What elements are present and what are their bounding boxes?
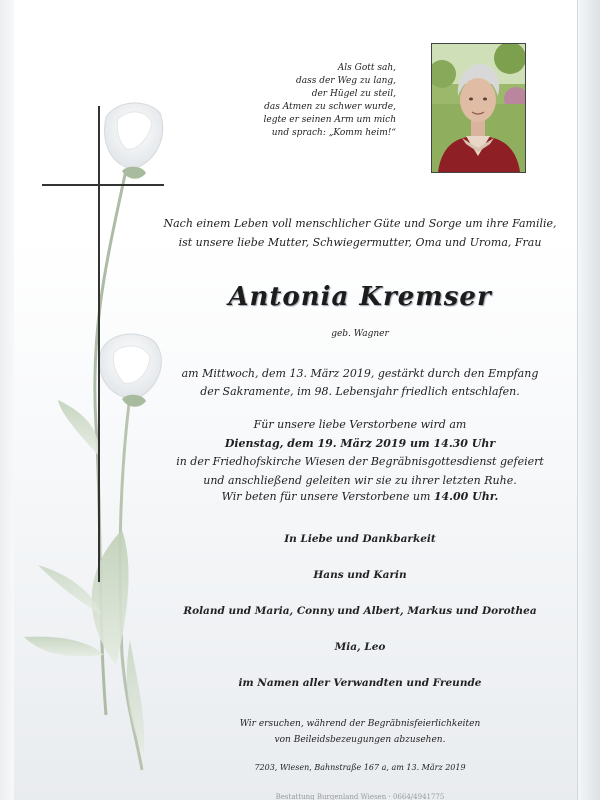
poem-line: der Hügel zu steil, [311,89,396,99]
intro-text [150,214,570,252]
page-edge-right [577,0,600,800]
death-notice [150,365,570,401]
poem-line: Als Gott sah, [337,63,396,73]
page-edge-left [0,0,14,800]
service-line: in der Friedhofskirche Wiesen der Begräbnisgottesdienst gefeiert [176,455,544,468]
poem-line: dass der Weg zu lang, [295,76,396,86]
funeral-service-info [150,416,570,490]
mourner-line: Roland und Maria, Conny und Albert, Markus und Dorothea [183,605,537,617]
death-line: am Mittwoch, dem 13. März 2019, gestärkt durch den Empfang [181,367,539,380]
intro-line: ist unsere liebe Mutter, Schwiegermutter, Oma und Uroma, Frau [178,236,542,249]
mourners-heading: In Liebe und Dankbarkeit [284,533,436,545]
poem-line: legte er seinen Arm um mich [263,115,396,125]
place-and-date: 7203, Wiesen, Bahnstraße 167 a, am 13. März 2019 [254,763,466,772]
poem-line: und sprach: „Komm heim!“ [271,128,396,138]
prayer-time-value: 14.00 Uhr. [433,490,499,503]
request-line: von Beileidsbezeugungen abzusehen. [274,735,446,745]
prayer-time [150,490,570,503]
birth-name: geb. Wagner [331,329,389,339]
cross-vertical-line [98,106,100,582]
service-date: Dienstag, dem 19. März 2019 um 14.30 Uhr [224,436,496,450]
deceased-name: Antonia Kremser [228,282,492,312]
portrait-photo [431,43,526,173]
mourner-line: Hans und Karin [313,569,407,581]
mourner-line: Mia, Leo [334,641,386,653]
death-line: der Sakramente, im 98. Lebensjahr friedlich entschlafen. [200,385,520,398]
service-line: und anschließend geleiten wir sie zu ihrer letzten Ruhe. [203,473,517,487]
prayer-text: Wir beten für unsere Verstorbene um [221,490,434,503]
intro-line: Nach einem Leben voll menschlicher Güte und Sorge um ihre Familie, [163,217,557,230]
poem [196,62,396,140]
mourner-line: im Namen aller Verwandten und Freunde [238,677,482,689]
poem-line: das Atmen zu schwer wurde, [264,102,396,112]
cross-horizontal-line [42,184,164,186]
undertaker-footer: Bestattung Burgenland Wiesen · 0664/4941775 [275,793,445,800]
condolence-request [150,716,570,748]
request-line: Wir ersuchen, während der Begräbnisfeierlichkeiten [239,719,481,729]
service-line: Für unsere liebe Verstorbene wird am [253,418,467,431]
